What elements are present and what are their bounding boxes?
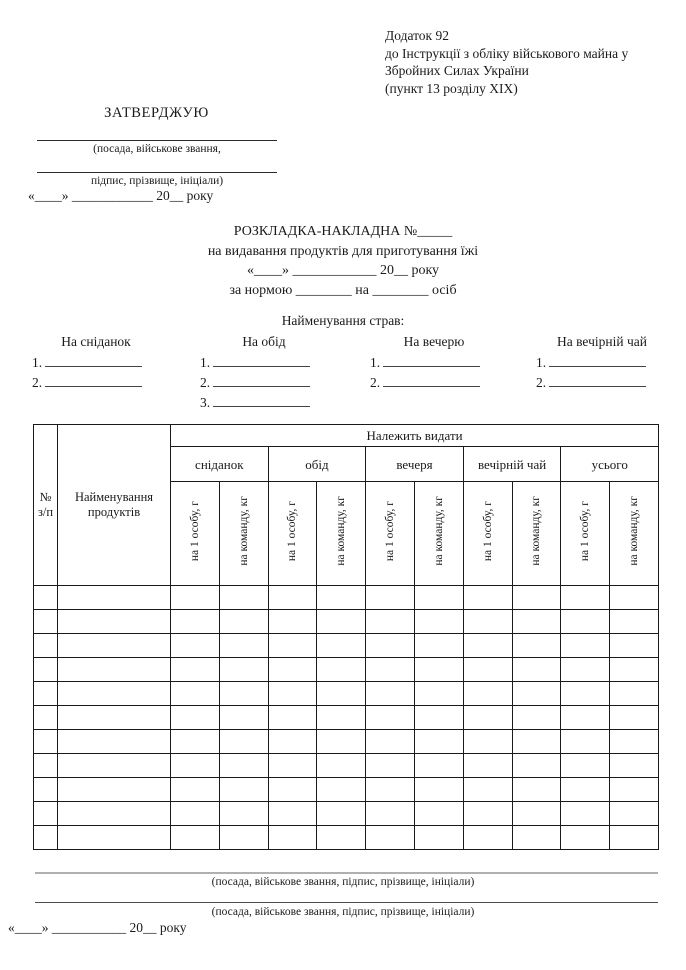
dish-item-number: 2. [32,375,43,390]
empty-fill-cell[interactable] [414,610,463,634]
empty-fill-cell[interactable] [317,634,366,658]
empty-fill-cell[interactable] [219,586,268,610]
col-header-row-number: № з/п [34,425,58,586]
dish-blank-item[interactable] [370,373,498,393]
empty-fill-cell[interactable] [317,586,366,610]
empty-fill-cell[interactable] [219,778,268,802]
appendix-reference-block [385,27,683,97]
empty-fill-cell[interactable] [58,754,171,778]
appendix-line: Збройних Силах України [385,63,529,78]
footer-date-line[interactable]: «____» ___________ 20__ року [8,920,187,935]
empty-fill-cell[interactable] [34,658,58,682]
empty-fill-cell[interactable] [317,706,366,730]
empty-fill-cell[interactable] [610,634,659,658]
empty-fill-cell[interactable] [34,826,58,850]
vertical-label: на 1 особу, г [188,500,201,562]
empty-fill-cell[interactable] [561,730,610,754]
empty-fill-cell[interactable] [171,634,220,658]
empty-fill-cell[interactable] [512,778,561,802]
dish-blank-line[interactable] [213,373,310,387]
dish-column-title: На сніданок [61,334,131,349]
dish-blank-line[interactable] [213,393,310,407]
products-table [33,424,659,850]
empty-fill-cell[interactable] [610,826,659,850]
empty-fill-cell[interactable] [366,682,415,706]
appendix-line: (пункт 13 розділу XIX) [385,80,518,96]
empty-fill-cell[interactable] [219,730,268,754]
empty-fill-cell[interactable] [414,586,463,610]
table-row [34,802,659,826]
approve-signature-line-2[interactable] [37,172,277,173]
empty-fill-cell[interactable] [561,826,610,850]
empty-fill-cell[interactable] [610,730,659,754]
empty-fill-cell[interactable] [610,682,659,706]
footer-signature-line-1[interactable] [35,872,658,874]
empty-fill-cell[interactable] [366,706,415,730]
empty-fill-cell[interactable] [512,802,561,826]
empty-fill-cell[interactable] [366,802,415,826]
empty-fill-cell[interactable] [414,802,463,826]
empty-fill-cell[interactable] [610,586,659,610]
col-header-breakfast: сніданок [171,447,269,482]
empty-fill-cell[interactable] [268,586,317,610]
document-subtitle: на видавання продуктів для приготування їжі [207,243,479,259]
table-row [34,778,659,802]
empty-fill-cell[interactable] [463,586,512,610]
empty-fill-cell[interactable] [561,682,610,706]
empty-fill-cell[interactable] [414,730,463,754]
empty-fill-cell[interactable] [219,658,268,682]
empty-fill-cell[interactable] [610,778,659,802]
empty-fill-cell[interactable] [171,586,220,610]
empty-fill-cell[interactable] [463,778,512,802]
empty-fill-cell[interactable] [463,610,512,634]
document-norm-line[interactable]: за нормою ________ на ________ осіб [229,282,457,298]
empty-fill-cell[interactable] [366,610,415,634]
dish-item-number: 2. [536,375,547,390]
empty-fill-cell[interactable] [366,730,415,754]
empty-fill-cell[interactable] [34,634,58,658]
footer-caption-1: (посада, військове звання, підпис, прізвище, ініціали) [211,876,475,888]
dish-blank-line[interactable] [45,373,142,387]
empty-fill-cell[interactable] [512,682,561,706]
empty-fill-cell[interactable] [58,658,171,682]
empty-fill-cell[interactable] [414,682,463,706]
empty-fill-cell[interactable] [58,730,171,754]
dish-column-evening-tea [536,332,668,393]
empty-fill-cell[interactable] [171,730,220,754]
dish-item-number: 1. [200,355,211,370]
empty-fill-cell[interactable] [171,826,220,850]
col-header-per-team [219,482,268,586]
empty-fill-cell[interactable] [219,802,268,826]
empty-fill-cell[interactable] [463,658,512,682]
col-header-per-person [268,482,317,586]
empty-fill-cell[interactable] [317,826,366,850]
empty-fill-cell[interactable] [34,706,58,730]
empty-fill-cell[interactable] [366,754,415,778]
empty-fill-cell[interactable] [34,682,58,706]
col-header-dinner: вечеря [366,447,464,482]
dish-blank-line[interactable] [549,353,646,367]
table-row [34,826,659,850]
empty-fill-cell[interactable] [171,754,220,778]
empty-fill-cell[interactable] [268,610,317,634]
empty-fill-cell[interactable] [58,682,171,706]
empty-fill-cell[interactable] [414,826,463,850]
empty-fill-cell[interactable] [463,754,512,778]
empty-fill-cell[interactable] [34,802,58,826]
dish-blank-item[interactable] [370,353,498,373]
approve-caption-2: підпис, прізвище, ініціали) [90,175,224,187]
table-row [34,730,659,754]
dish-column-dinner [370,332,498,393]
dish-item-number: 1. [370,355,381,370]
empty-fill-cell[interactable] [219,682,268,706]
empty-fill-cell[interactable] [268,658,317,682]
empty-fill-cell[interactable] [561,778,610,802]
empty-fill-cell[interactable] [268,706,317,730]
empty-fill-cell[interactable] [317,754,366,778]
dish-blank-item[interactable] [200,393,328,413]
empty-fill-cell[interactable] [34,754,58,778]
empty-fill-cell[interactable] [58,802,171,826]
dish-column-breakfast [32,332,160,393]
vertical-label: на команду, кг [628,496,641,566]
empty-fill-cell[interactable] [366,658,415,682]
empty-fill-cell[interactable] [561,658,610,682]
empty-fill-cell[interactable] [58,586,171,610]
empty-fill-cell[interactable] [58,826,171,850]
table-row [34,634,659,658]
empty-fill-cell[interactable] [268,730,317,754]
dish-item-number: 2. [370,375,381,390]
dish-item-number: 1. [32,355,43,370]
empty-fill-cell[interactable] [268,682,317,706]
empty-fill-cell[interactable] [561,610,610,634]
empty-fill-cell[interactable] [463,730,512,754]
empty-fill-cell[interactable] [58,610,171,634]
document-title-block [0,222,686,300]
empty-fill-cell[interactable] [171,778,220,802]
col-header-total: усього [561,447,659,482]
document-date-line[interactable]: «____» ____________ 20__ року [246,263,440,278]
dish-blank-item[interactable] [32,373,160,393]
empty-fill-cell[interactable] [317,682,366,706]
table-row [34,610,659,634]
empty-fill-cell[interactable] [463,826,512,850]
vertical-label: на 1 особу, г [579,500,592,562]
empty-fill-cell[interactable] [317,610,366,634]
approve-heading: ЗАТВЕРДЖУЮ [104,105,209,121]
vertical-label: на 1 особу, г [286,500,299,562]
empty-fill-cell[interactable] [34,778,58,802]
dish-blank-item[interactable] [536,353,668,373]
col-header-product-name: Найменування продуктів [58,425,171,586]
approve-signature-line-1[interactable] [37,140,277,141]
dish-blank-line[interactable] [383,353,480,367]
dish-blank-item[interactable] [32,353,160,373]
empty-fill-cell[interactable] [317,730,366,754]
empty-fill-cell[interactable] [171,682,220,706]
empty-fill-cell[interactable] [317,802,366,826]
empty-fill-cell[interactable] [610,658,659,682]
empty-fill-cell[interactable] [463,706,512,730]
empty-fill-cell[interactable] [219,610,268,634]
empty-fill-cell[interactable] [610,610,659,634]
col-header-evening-tea: вечірній чай [463,447,561,482]
empty-fill-cell[interactable] [58,706,171,730]
col-header-per-team [317,482,366,586]
dishes-heading: Найменування страв: [281,313,405,328]
appendix-line: Додаток 92 [385,28,449,43]
dish-blank-line[interactable] [45,353,142,367]
empty-fill-cell[interactable] [512,730,561,754]
empty-fill-cell[interactable] [512,706,561,730]
empty-fill-cell[interactable] [414,754,463,778]
empty-fill-cell[interactable] [561,634,610,658]
empty-fill-cell[interactable] [512,586,561,610]
empty-fill-cell[interactable] [34,730,58,754]
col-header-lunch: обід [268,447,366,482]
approve-date-line[interactable]: «____» ____________ 20__ року [28,188,214,203]
appendix-line: до Інструкції з обліку військового майна у [385,45,629,61]
col-header-per-person [171,482,220,586]
empty-fill-cell[interactable] [34,610,58,634]
dish-item-number: 1. [536,355,547,370]
empty-fill-cell[interactable] [34,586,58,610]
empty-fill-cell[interactable] [610,754,659,778]
dish-item-number: 2. [200,375,211,390]
empty-fill-cell[interactable] [219,754,268,778]
empty-fill-cell[interactable] [561,706,610,730]
col-header-per-person [561,482,610,586]
empty-fill-cell[interactable] [512,826,561,850]
empty-fill-cell[interactable] [171,658,220,682]
empty-fill-cell[interactable] [219,706,268,730]
dish-column-title: На вечірній чай [557,334,647,349]
empty-fill-cell[interactable] [414,778,463,802]
empty-fill-cell[interactable] [58,778,171,802]
vertical-label: на команду, кг [237,496,250,566]
empty-fill-cell[interactable] [414,658,463,682]
empty-fill-cell[interactable] [268,634,317,658]
empty-fill-cell[interactable] [463,682,512,706]
empty-fill-cell[interactable] [512,610,561,634]
empty-fill-cell[interactable] [268,826,317,850]
empty-fill-cell[interactable] [561,802,610,826]
empty-fill-cell[interactable] [414,634,463,658]
empty-fill-cell[interactable] [219,634,268,658]
dish-blank-line[interactable] [549,373,646,387]
document-title: РОЗКЛАДКА-НАКЛАДНА №_____ [233,224,453,239]
vertical-label: на команду, кг [432,496,445,566]
empty-fill-cell[interactable] [561,754,610,778]
dish-blank-item[interactable] [536,373,668,393]
empty-fill-cell[interactable] [171,610,220,634]
table-row [34,586,659,610]
dish-column-title: На вечерю [403,334,465,349]
products-table-body [34,586,659,850]
table-row [34,682,659,706]
col-header-to-issue: Належить видати [171,425,659,447]
empty-fill-cell[interactable] [366,778,415,802]
empty-fill-cell[interactable] [414,706,463,730]
empty-fill-cell[interactable] [561,586,610,610]
col-header-per-person [366,482,415,586]
empty-fill-cell[interactable] [366,826,415,850]
col-header-per-team [414,482,463,586]
empty-fill-cell[interactable] [366,586,415,610]
empty-fill-cell[interactable] [171,802,220,826]
empty-fill-cell[interactable] [58,634,171,658]
dish-blank-line[interactable] [383,373,480,387]
table-row [34,658,659,682]
vertical-label: на команду, кг [335,496,348,566]
dish-item-number: 3. [200,395,211,410]
dish-blank-item[interactable] [200,353,328,373]
dish-blank-line[interactable] [213,353,310,367]
empty-fill-cell[interactable] [317,658,366,682]
col-header-per-team [512,482,561,586]
empty-fill-cell[interactable] [317,778,366,802]
approve-caption-1: (посада, військове звання, [93,143,221,155]
dish-column-title: На обід [242,334,286,349]
empty-fill-cell[interactable] [512,754,561,778]
empty-fill-cell[interactable] [512,634,561,658]
vertical-label: на команду, кг [530,496,543,566]
empty-fill-cell[interactable] [610,802,659,826]
empty-fill-cell[interactable] [268,778,317,802]
empty-fill-cell[interactable] [219,826,268,850]
col-header-per-team [610,482,659,586]
empty-fill-cell[interactable] [463,634,512,658]
col-header-per-person [463,482,512,586]
table-row [34,754,659,778]
footer-caption-2: (посада, військове звання, підпис, прізвище, ініціали) [211,906,475,918]
empty-fill-cell[interactable] [366,634,415,658]
empty-fill-cell[interactable] [268,754,317,778]
dish-blank-item[interactable] [200,373,328,393]
vertical-label: на 1 особу, г [384,500,397,562]
empty-fill-cell[interactable] [512,658,561,682]
empty-fill-cell[interactable] [610,706,659,730]
vertical-label: на 1 особу, г [481,500,494,562]
dish-column-lunch [200,332,328,413]
footer-signature-line-2[interactable] [35,902,658,903]
table-row [34,706,659,730]
empty-fill-cell[interactable] [171,706,220,730]
empty-fill-cell[interactable] [268,802,317,826]
empty-fill-cell[interactable] [463,802,512,826]
